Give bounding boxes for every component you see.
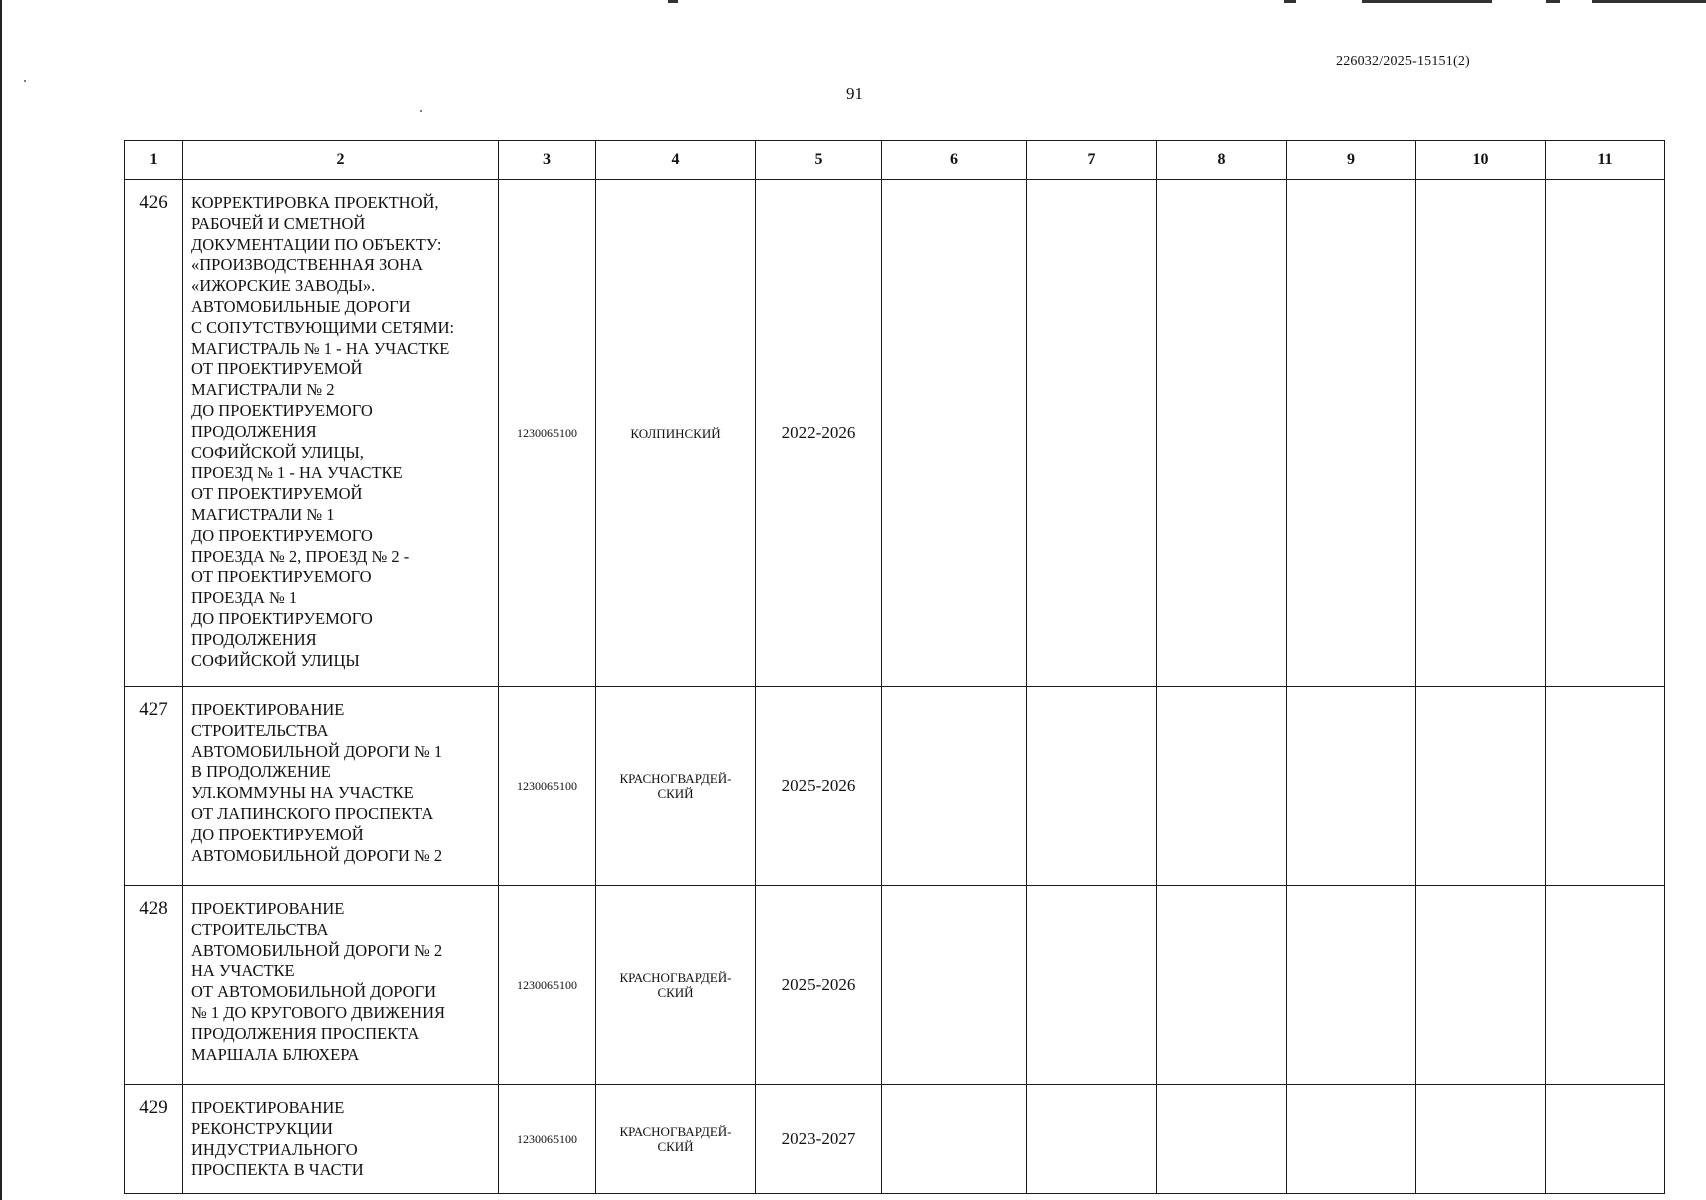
scan-speck bbox=[420, 110, 422, 112]
column-header: 9 bbox=[1287, 141, 1416, 180]
scan-top-mark bbox=[1284, 0, 1296, 3]
column-header: 7 bbox=[1027, 141, 1157, 180]
scan-top-mark bbox=[1592, 0, 1706, 3]
district: КРАСНОГВАРДЕЙ- СКИЙ bbox=[596, 687, 756, 886]
column-header: 6 bbox=[882, 141, 1027, 180]
empty-cell bbox=[1546, 687, 1665, 886]
scan-top-mark bbox=[668, 0, 678, 3]
period: 2022-2026 bbox=[756, 180, 882, 687]
budget-code: 1230065100 bbox=[499, 687, 596, 886]
district: КОЛПИНСКИЙ bbox=[596, 180, 756, 687]
empty-cell bbox=[1027, 886, 1157, 1085]
page-number: 91 bbox=[846, 84, 863, 103]
scan-left-edge bbox=[0, 0, 2, 1200]
document-id: 226032/2025-15151(2) bbox=[1336, 54, 1470, 69]
column-header: 2 bbox=[183, 141, 499, 180]
object-name: ПРОЕКТИРОВАНИЕ СТРОИТЕЛЬСТВА АВТОМОБИЛЬНОЙ ДОРОГИ № 1 В ПРОДОЛЖЕНИЕ УЛ.КОММУНЫ НА УЧАСТКЕ ОТ ЛАПИНСКОГО ПРОСПЕКТА ДО ПРОЕКТИРУЕМОЙ АВТОМОБИЛЬНОЙ ДОРОГИ № 2 bbox=[183, 687, 499, 886]
row-number: 427 bbox=[125, 687, 183, 886]
budget-code: 1230065100 bbox=[499, 1085, 596, 1194]
empty-cell bbox=[1027, 1085, 1157, 1194]
scan-top-mark bbox=[1362, 0, 1492, 3]
table-row bbox=[125, 180, 1665, 687]
scan-top-mark bbox=[1546, 0, 1560, 3]
row-number: 428 bbox=[125, 886, 183, 1085]
empty-cell bbox=[882, 180, 1027, 687]
empty-cell bbox=[1157, 687, 1287, 886]
empty-cell bbox=[1157, 180, 1287, 687]
empty-cell bbox=[1027, 687, 1157, 886]
period: 2023-2027 bbox=[756, 1085, 882, 1194]
empty-cell bbox=[1416, 687, 1546, 886]
empty-cell bbox=[1287, 687, 1416, 886]
table-row bbox=[125, 687, 1665, 886]
period: 2025-2026 bbox=[756, 886, 882, 1085]
empty-cell bbox=[1287, 886, 1416, 1085]
object-name: КОРРЕКТИРОВКА ПРОЕКТНОЙ, РАБОЧЕЙ И СМЕТНОЙ ДОКУМЕНТАЦИИ ПО ОБЪЕКТУ: «ПРОИЗВОДСТВЕННАЯ ЗОНА «ИЖОРСКИЕ ЗАВОДЫ». АВТОМОБИЛЬНЫЕ ДОРОГИ С СОПУТСТВУЮЩИМИ СЕТЯМИ: МАГИСТРАЛЬ № 1 - НА УЧАСТКЕ ОТ ПРОЕКТИРУЕМОЙ МАГИСТРАЛИ № 2 ДО ПРОЕКТИРУЕМОГО ПРОДОЛЖЕНИЯ СОФИЙСКОЙ УЛИЦЫ, ПРОЕЗД № 1 - НА УЧАСТКЕ ОТ ПРОЕКТИРУЕМОЙ МАГИСТРАЛИ № 1 ДО ПРОЕКТИРУЕМОГО ПРОЕЗДА № 2, ПРОЕЗД № 2 - ОТ ПРОЕКТИРУЕМОГО ПРОЕЗДА № 1 ДО ПРОЕКТИРУЕМОГО ПРОДОЛЖЕНИЯ СОФИЙСКОЙ УЛИЦЫ bbox=[183, 180, 499, 687]
column-header: 4 bbox=[596, 141, 756, 180]
period: 2025-2026 bbox=[756, 687, 882, 886]
empty-cell bbox=[882, 1085, 1027, 1194]
column-header: 10 bbox=[1416, 141, 1546, 180]
empty-cell bbox=[882, 687, 1027, 886]
column-header: 3 bbox=[499, 141, 596, 180]
empty-cell bbox=[1546, 1085, 1665, 1194]
empty-cell bbox=[1416, 180, 1546, 687]
column-header: 5 bbox=[756, 141, 882, 180]
empty-cell bbox=[1287, 180, 1416, 687]
column-number-row bbox=[125, 141, 1665, 180]
empty-cell bbox=[1157, 1085, 1287, 1194]
row-number: 429 bbox=[125, 1085, 183, 1194]
object-name: ПРОЕКТИРОВАНИЕ РЕКОНСТРУКЦИИ ИНДУСТРИАЛЬНОГО ПРОСПЕКТА В ЧАСТИ bbox=[183, 1085, 499, 1194]
empty-cell bbox=[1157, 886, 1287, 1085]
empty-cell bbox=[1546, 180, 1665, 687]
district: КРАСНОГВАРДЕЙ- СКИЙ bbox=[596, 1085, 756, 1194]
table-row bbox=[125, 1085, 1665, 1194]
column-header: 11 bbox=[1546, 141, 1665, 180]
column-header: 1 bbox=[125, 141, 183, 180]
empty-cell bbox=[1416, 886, 1546, 1085]
row-number: 426 bbox=[125, 180, 183, 687]
budget-code: 1230065100 bbox=[499, 180, 596, 687]
empty-cell bbox=[1027, 180, 1157, 687]
object-name: ПРОЕКТИРОВАНИЕ СТРОИТЕЛЬСТВА АВТОМОБИЛЬНОЙ ДОРОГИ № 2 НА УЧАСТКЕ ОТ АВТОМОБИЛЬНОЙ ДОРОГИ № 1 ДО КРУГОВОГО ДВИЖЕНИЯ ПРОДОЛЖЕНИЯ ПРОСПЕКТА МАРШАЛА БЛЮХЕРА bbox=[183, 886, 499, 1085]
budget-code: 1230065100 bbox=[499, 886, 596, 1085]
table-row bbox=[125, 886, 1665, 1085]
empty-cell bbox=[1416, 1085, 1546, 1194]
column-header: 8 bbox=[1157, 141, 1287, 180]
district: КРАСНОГВАРДЕЙ- СКИЙ bbox=[596, 886, 756, 1085]
register-table bbox=[124, 140, 1665, 1194]
empty-cell bbox=[882, 886, 1027, 1085]
empty-cell bbox=[1546, 886, 1665, 1085]
empty-cell bbox=[1287, 1085, 1416, 1194]
scan-speck bbox=[24, 80, 26, 82]
